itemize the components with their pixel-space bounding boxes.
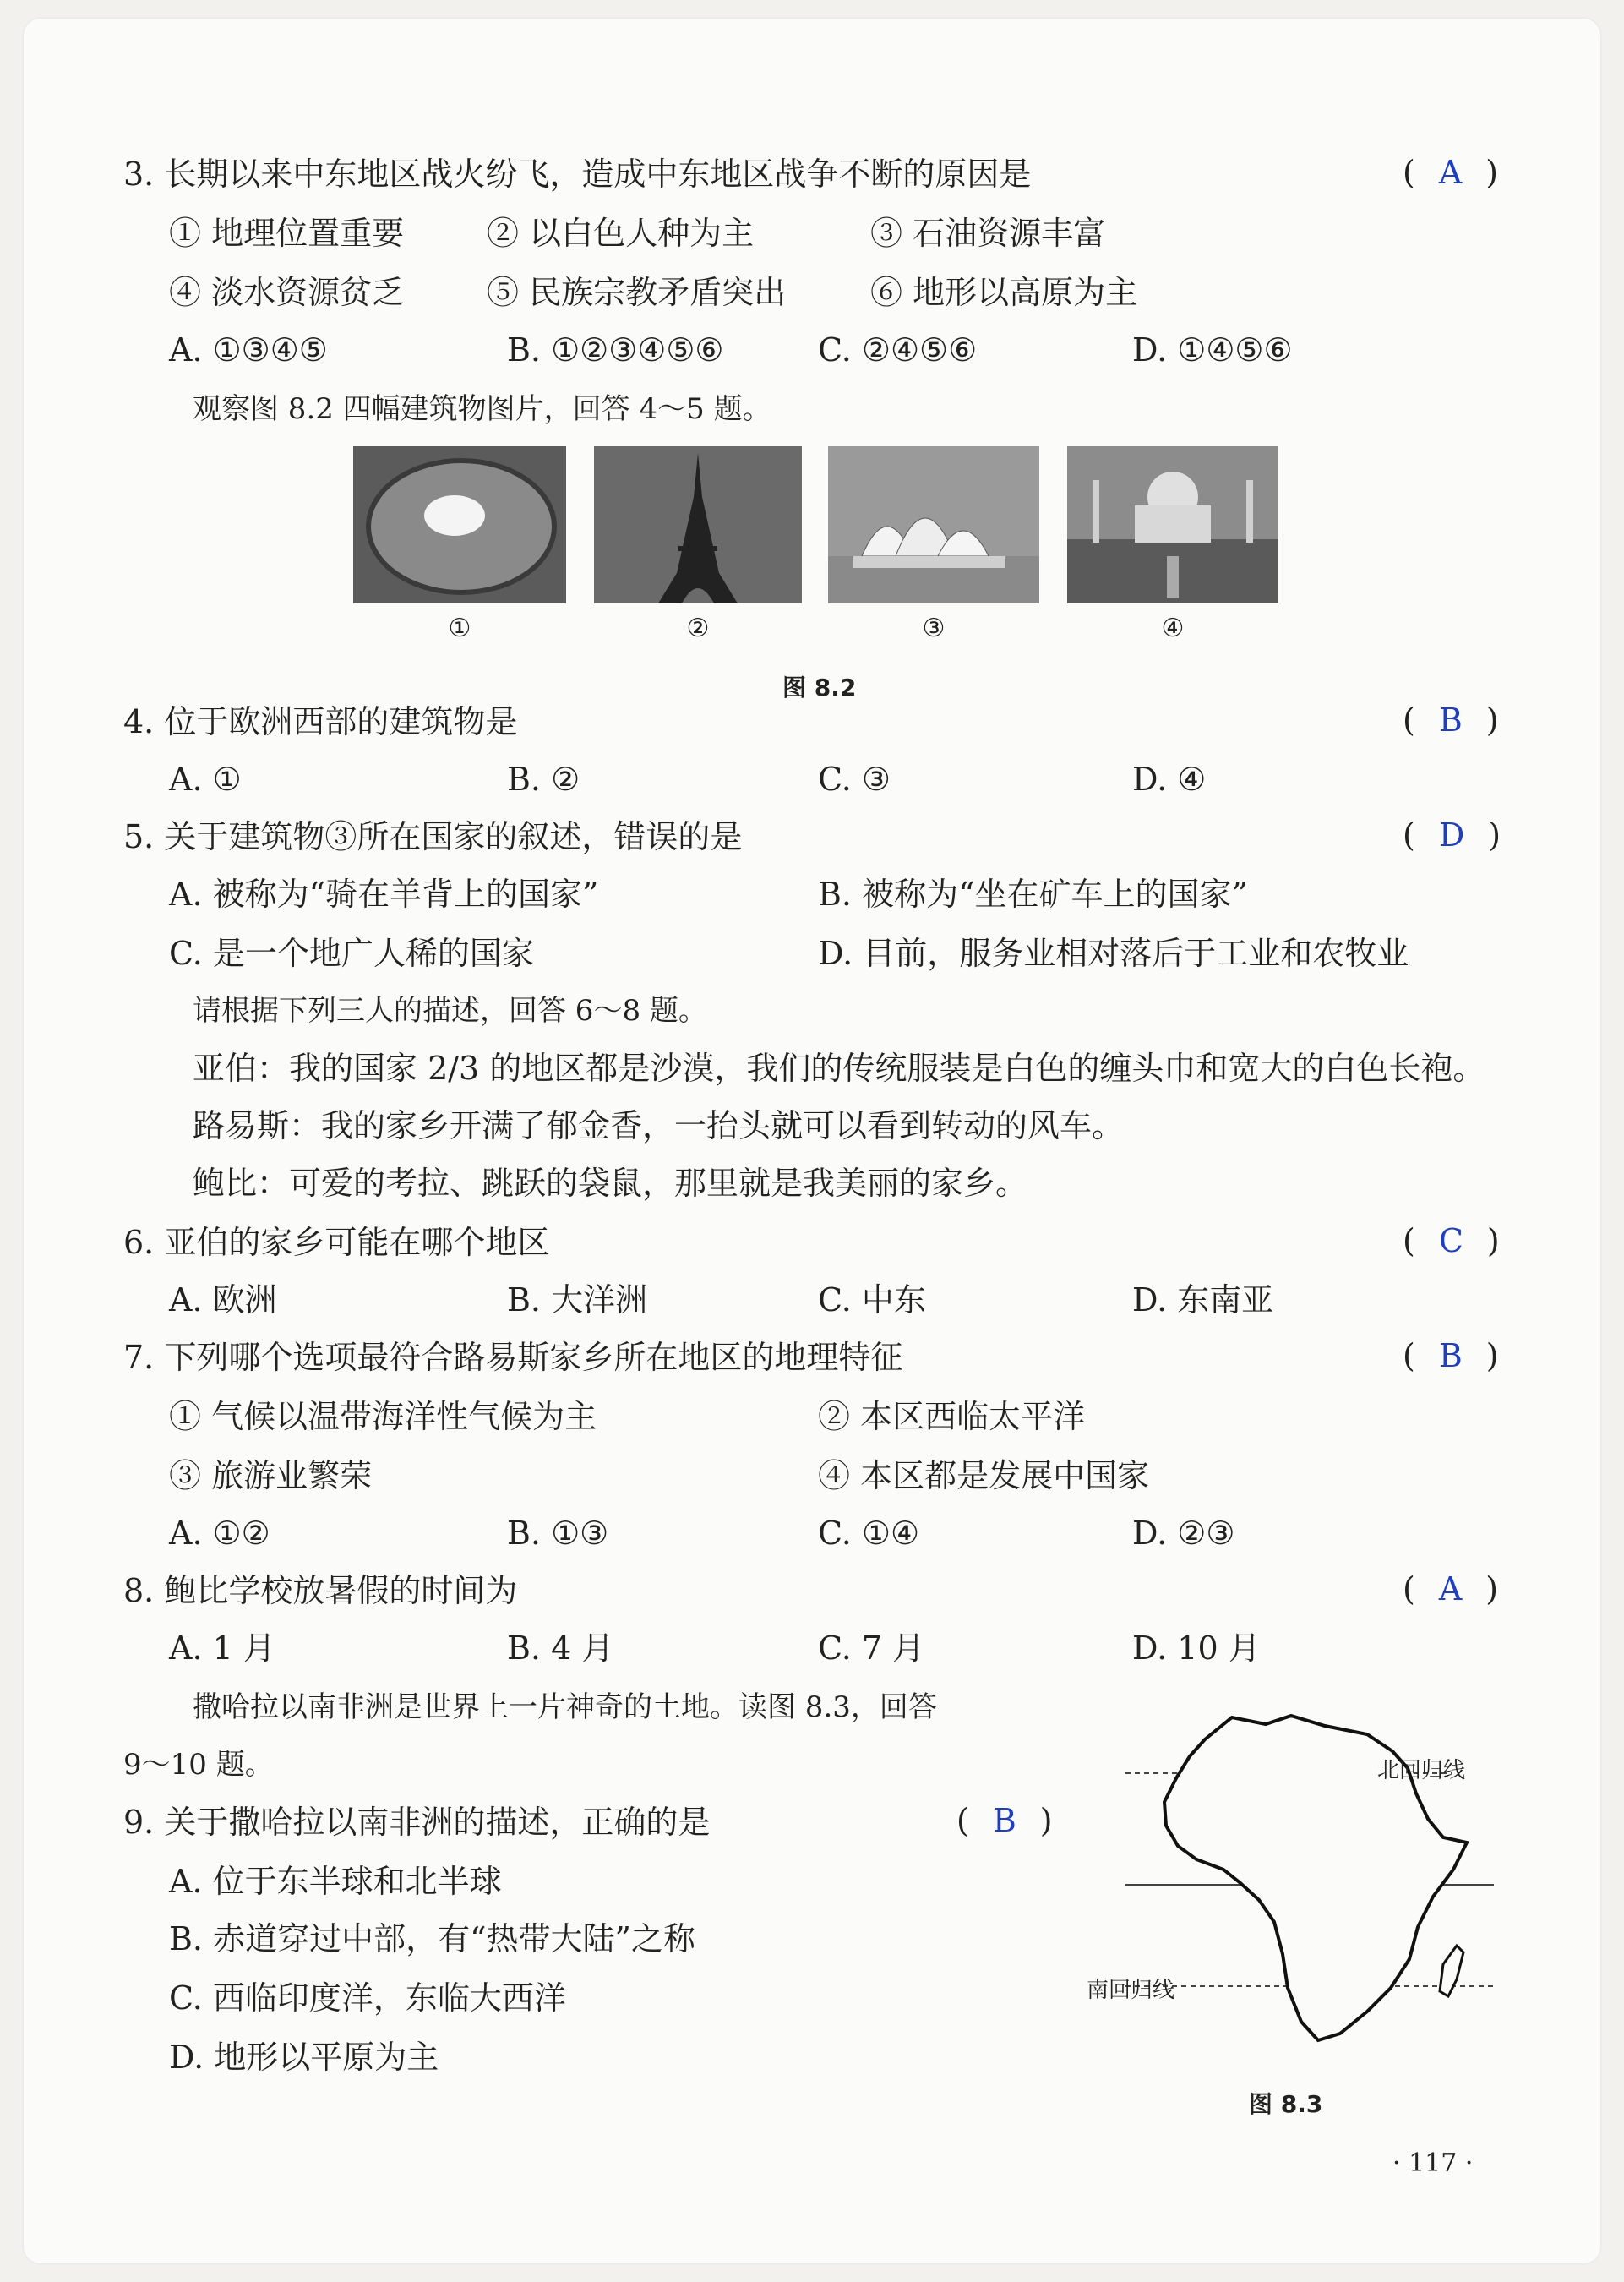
photo-stone-ring [353, 446, 566, 603]
q8-choice-a: A. 1 月 [169, 1630, 275, 1667]
intro-q4-5: 观察图 8.2 四幅建筑物图片，回答 4～5 题。 [193, 392, 771, 426]
q3-item: ⑤ 民族宗教矛盾突出 [487, 274, 787, 311]
q7-answer-letter: B [1438, 1337, 1463, 1374]
q7-item: ① 气候以温带海洋性气候为主 [169, 1398, 597, 1435]
q6-choice-b: B. 大洋洲 [507, 1281, 648, 1318]
q5-answer-letter: D [1438, 816, 1465, 854]
q3-item: ④ 淡水资源贫乏 [169, 274, 405, 311]
q3-item: ③ 石油资源丰富 [870, 215, 1106, 252]
q7-choice-c: C. ①④ [818, 1515, 920, 1552]
fig82-label-4: ④ [1161, 614, 1185, 643]
q8-answer-letter: A [1438, 1570, 1463, 1608]
intro-q9-10-line1: 撒哈拉以南非洲是世界上一片神奇的土地。读图 8.3，回答 [193, 1690, 937, 1724]
q9-answer: ( B ) [956, 1802, 1053, 1839]
q9-stem: 9. 关于撒哈拉以南非洲的描述，正确的是 [123, 1804, 711, 1841]
workbook-page [24, 19, 1600, 2263]
q6-answer-letter: C [1438, 1222, 1463, 1259]
q4-stem: 4. 位于欧洲西部的建筑物是 [123, 703, 518, 740]
q4-choice-a: A. ① [169, 761, 242, 798]
q3-item: ② 以白色人种为主 [487, 215, 755, 252]
q4-choice-b: B. ② [507, 761, 580, 798]
q7-answer: ( B ) [1403, 1337, 1499, 1374]
q5-choice-d: D. 目前，服务业相对落后于工业和农牧业 [818, 935, 1409, 972]
q3-stem: 3. 长期以来中东地区战火纷飞，造成中东地区战争不断的原因是 [123, 156, 1032, 193]
q8-choice-b: B. 4 月 [507, 1630, 614, 1667]
q9-answer-letter: B [992, 1802, 1016, 1839]
q3-choice-c: C. ②④⑤⑥ [818, 331, 978, 369]
madagascar-outline [1440, 1946, 1463, 1996]
page-number: · 117 · [1392, 2148, 1474, 2178]
fig82-label-2: ② [686, 614, 710, 643]
q3-answer: ( A ) [1403, 154, 1499, 191]
q5-choice-a: A. 被称为“骑在羊背上的国家” [169, 876, 599, 913]
q4-answer-letter: B [1438, 702, 1463, 739]
q7-stem: 7. 下列哪个选项最符合路易斯家乡所在地区的地理特征 [123, 1339, 903, 1376]
fig82-label-1: ① [448, 614, 471, 643]
q3-choice-b: B. ①②③④⑤⑥ [507, 331, 724, 369]
description-louis: 路易斯：我的家乡开满了郁金香，一抬头就可以看到转动的风车。 [193, 1107, 1125, 1144]
q4-choice-c: C. ③ [818, 761, 891, 798]
q3-item: ① 地理位置重要 [169, 215, 405, 252]
tropic-of-cancer-label: 北回归线 [1377, 1758, 1466, 1783]
q9-choice-b: B. 赤道穿过中部，有“热带大陆”之称 [169, 1920, 695, 1957]
fig82-caption: 图 8.2 [782, 674, 857, 702]
q4-answer: ( B ) [1403, 702, 1499, 739]
q5-choice-c: C. 是一个地广人稀的国家 [169, 935, 534, 972]
q8-answer: ( A ) [1403, 1570, 1499, 1608]
q5-choice-b: B. 被称为“坐在矿车上的国家” [818, 876, 1248, 913]
intro-q9-10-line2: 9～10 题。 [123, 1748, 274, 1782]
q7-item: ④ 本区都是发展中国家 [818, 1457, 1150, 1494]
fig82-label-3: ③ [922, 614, 946, 643]
photo-taj-mahal [1067, 446, 1278, 603]
description-abe: 亚伯：我的国家 2/3 的地区都是沙漠，我们的传统服装是白色的缠头巾和宽大的白色长袍。 [193, 1050, 1485, 1087]
q6-choice-a: A. 欧洲 [169, 1281, 277, 1318]
q5-answer: ( D ) [1403, 816, 1501, 854]
tropic-of-capricorn-label: 南回归线 [1087, 1978, 1175, 2003]
q6-choice-c: C. 中东 [818, 1281, 926, 1318]
q9-choice-c: C. 西临印度洋，东临大西洋 [169, 1979, 566, 2017]
q8-choice-d: D. 10 月 [1132, 1630, 1261, 1667]
q3-item: ⑥ 地形以高原为主 [870, 274, 1138, 311]
q3-choice-d: D. ①④⑤⑥ [1132, 331, 1293, 369]
q8-stem: 8. 鲍比学校放暑假的时间为 [123, 1572, 518, 1609]
photo-eiffel-tower [594, 446, 802, 603]
q4-choice-d: D. ④ [1132, 761, 1207, 798]
q7-choice-d: D. ②③ [1132, 1515, 1235, 1552]
q3-choice-a: A. ①③④⑤ [169, 331, 328, 369]
q7-item: ② 本区西临太平洋 [818, 1398, 1086, 1435]
description-bobby: 鲍比：可爱的考拉、跳跃的袋鼠，那里就是我美丽的家乡。 [193, 1165, 1028, 1202]
q5-stem: 5. 关于建筑物③所在国家的叙述，错误的是 [123, 818, 743, 855]
q9-choice-d: D. 地形以平原为主 [169, 2039, 439, 2076]
fig83-caption: 图 8.3 [1249, 2090, 1323, 2118]
photo-sydney-opera-house [828, 446, 1039, 603]
q6-stem: 6. 亚伯的家乡可能在哪个地区 [123, 1224, 550, 1261]
q6-choice-d: D. 东南亚 [1132, 1281, 1274, 1318]
q7-item: ③ 旅游业繁荣 [169, 1457, 373, 1494]
q8-choice-c: C. 7 月 [818, 1630, 925, 1667]
q3-answer-letter: A [1438, 154, 1463, 191]
q6-answer: ( C ) [1403, 1222, 1500, 1259]
q9-choice-a: A. 位于东半球和北半球 [169, 1863, 502, 1900]
q7-choice-b: B. ①③ [507, 1515, 609, 1552]
africa-map [1122, 1701, 1528, 2072]
intro-q6-8: 请根据下列三人的描述，回答 6～8 题。 [193, 994, 707, 1028]
q7-choice-a: A. ①② [169, 1515, 270, 1552]
